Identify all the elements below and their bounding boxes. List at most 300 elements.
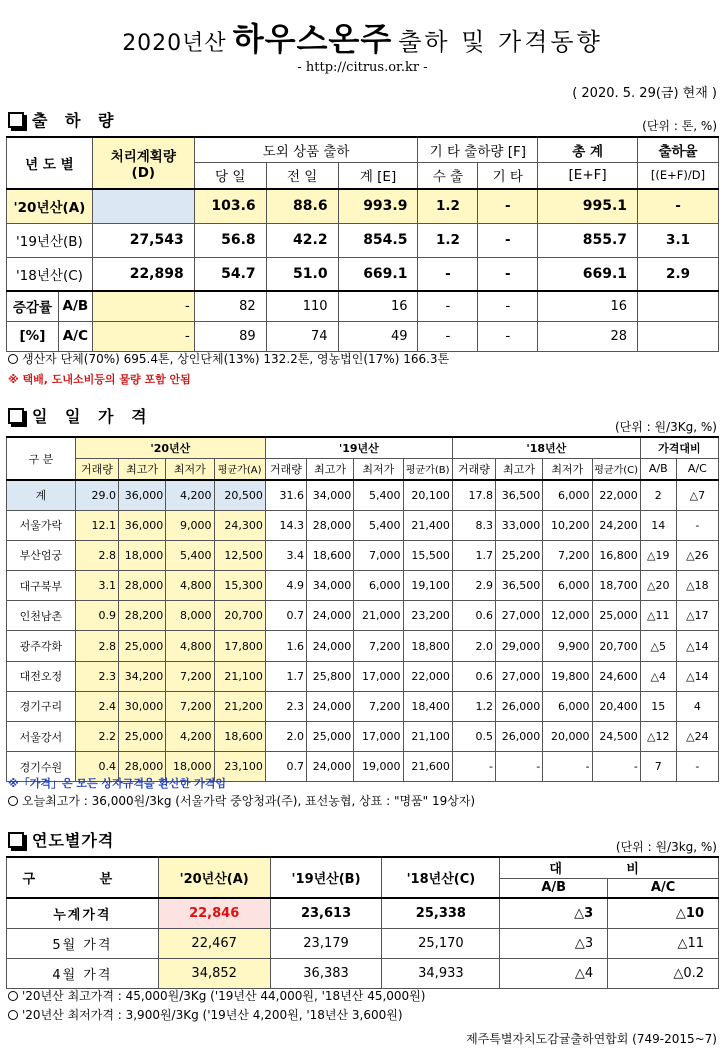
daily-row	[7, 691, 719, 721]
yearly-unit: (단위 : 원/3kg, %)	[615, 840, 717, 854]
price-cell: 22,000	[592, 480, 640, 510]
row-label: '18년산(C)	[7, 257, 93, 291]
price-cell: 20,500	[214, 480, 265, 510]
header-compare: 대 비	[500, 857, 719, 878]
price-cell: 34,000	[306, 571, 353, 601]
cell-a: 34,852	[158, 958, 270, 988]
min-price-note	[8, 1006, 403, 1023]
price-cell: 19,800	[543, 661, 592, 691]
price-cell: 12.1	[75, 510, 118, 540]
price-cell: 3.1	[75, 571, 118, 601]
price-cell: 31.6	[265, 480, 306, 510]
daily-row	[7, 661, 719, 691]
price-cell: 2.0	[265, 722, 306, 752]
cell-b: 23,179	[270, 928, 382, 958]
cell-sum: 16	[538, 291, 638, 321]
price-cell: 2.4	[75, 691, 118, 721]
page-header	[0, 14, 725, 75]
cell-etc: -	[478, 257, 538, 291]
price-cell: △24	[676, 722, 718, 752]
header-vol: 거래량	[452, 458, 495, 480]
yearly-section-title	[8, 828, 114, 851]
cell-etc: -	[478, 223, 538, 257]
shipment-warning: ※ 택배, 도내소비등의 물량 포함 안됨	[8, 373, 191, 386]
price-cell: 15	[640, 691, 676, 721]
price-cell: 18,600	[306, 540, 353, 570]
price-cell: 28,000	[118, 571, 165, 601]
circle-bullet-icon	[8, 991, 18, 1001]
cell-prev: 74	[266, 321, 338, 351]
price-cell: 18,700	[592, 571, 640, 601]
price-cell: 18,600	[214, 722, 265, 752]
price-cell: 14	[640, 510, 676, 540]
header-max: 최고가	[118, 458, 165, 480]
price-cell: 7	[640, 752, 676, 782]
price-cell: 27,000	[495, 601, 542, 631]
price-cell: △14	[676, 661, 718, 691]
price-cell: 36,500	[495, 480, 542, 510]
price-cell: 4.9	[265, 571, 306, 601]
price-cell: 7,200	[543, 540, 592, 570]
daily-title-text: 일 일 가 격	[32, 407, 153, 426]
price-cell: 7,200	[166, 661, 214, 691]
price-cell: 25,000	[118, 631, 165, 661]
price-cell: 1.7	[265, 661, 306, 691]
site-url[interactable]: - http://citrus.or.kr -	[297, 60, 428, 75]
price-cell: 0.7	[265, 752, 306, 782]
price-cell: 9,900	[543, 631, 592, 661]
header-domestic: 도외 상품 출하	[194, 137, 418, 162]
price-cell: 26,000	[495, 722, 542, 752]
price-cell: -	[676, 752, 718, 782]
cell-ab: △4	[500, 958, 608, 988]
price-cell: 34,000	[306, 480, 353, 510]
price-cell: 15,500	[403, 540, 452, 570]
header-max: 최고가	[306, 458, 353, 480]
price-cell: 21,400	[403, 510, 452, 540]
price-cell: 18,400	[403, 691, 452, 721]
header-max: 최고가	[495, 458, 542, 480]
cell-export: -	[418, 257, 478, 291]
price-cell: △19	[640, 540, 676, 570]
max-price-text: '20년산 최고가격 : 45,000원/3Kg ('19년산 44,000원, '18년산 45,000원)	[22, 989, 426, 1003]
daily-rows	[7, 480, 719, 782]
cell-export: -	[418, 291, 478, 321]
price-cell: △17	[676, 601, 718, 631]
market-name: 계	[7, 480, 76, 510]
header-ratio: 출하율	[638, 137, 719, 162]
header-ac: A/C	[608, 878, 719, 898]
market-name: 서울강서	[7, 722, 76, 752]
price-cell: 29,000	[495, 631, 542, 661]
price-cell: 14.3	[265, 510, 306, 540]
header-etc: 기 타	[478, 162, 538, 189]
header-year: 년 도 별	[7, 137, 93, 189]
price-cell: -	[543, 752, 592, 782]
shipment-unit: (단위 : 톤, %)	[642, 119, 717, 133]
price-cell: 16,800	[592, 540, 640, 570]
producer-note	[8, 350, 449, 367]
cell-total: 669.1	[338, 257, 418, 291]
row-name: 누계가격	[7, 898, 159, 928]
price-cell: 28,200	[118, 601, 165, 631]
price-cell: 0.5	[452, 722, 495, 752]
cell-plan: 27,543	[92, 223, 194, 257]
header-ac: A/C	[676, 458, 718, 480]
circle-bullet-icon	[8, 1010, 18, 1020]
header-gubun: 구 분	[7, 437, 76, 480]
price-cell: 17,800	[214, 631, 265, 661]
cell-export: -	[418, 321, 478, 351]
row-label: '19년산(B)	[7, 223, 93, 257]
header-ab: A/B	[640, 458, 676, 480]
header-y20: '20년산	[75, 437, 265, 458]
cell-ratio: 3.1	[638, 223, 719, 257]
cell-a: 22,467	[158, 928, 270, 958]
market-name: 경기구리	[7, 691, 76, 721]
cell-plan: -	[92, 321, 194, 351]
price-cell: 28,000	[306, 510, 353, 540]
daily-row	[7, 722, 719, 752]
price-cell: 24,200	[592, 510, 640, 540]
price-cell: -	[676, 510, 718, 540]
market-name: 인천남촌	[7, 601, 76, 631]
price-cell: 24,000	[306, 752, 353, 782]
market-name: 대구북부	[7, 571, 76, 601]
price-cell: 21,100	[214, 661, 265, 691]
daily-row	[7, 510, 719, 540]
price-cell: 5,400	[354, 480, 403, 510]
header-vol: 거래량	[265, 458, 306, 480]
market-name: 경기수원	[7, 752, 76, 782]
header-a: '20년산(A)	[158, 857, 270, 898]
cell-export: 1.2	[418, 189, 478, 223]
price-cell: 20,100	[403, 480, 452, 510]
daily-row	[7, 480, 719, 510]
price-cell: 10,200	[543, 510, 592, 540]
header-min: 최저가	[354, 458, 403, 480]
change-ab-label: A/B	[58, 291, 92, 321]
price-cell: 18,000	[118, 540, 165, 570]
cell-ratio: -	[638, 189, 719, 223]
price-cell: 7,200	[354, 691, 403, 721]
price-cell: 25,000	[592, 601, 640, 631]
price-cell: 4	[676, 691, 718, 721]
cell-prev: 51.0	[266, 257, 338, 291]
price-cell: 7,000	[354, 540, 403, 570]
cell-plan	[92, 189, 194, 223]
price-cell: 25,200	[495, 540, 542, 570]
price-cell: 17,000	[354, 661, 403, 691]
price-cell: 12,000	[543, 601, 592, 631]
header-min: 최저가	[166, 458, 214, 480]
change-ac-label: A/C	[58, 321, 92, 351]
cell-today: 103.6	[194, 189, 266, 223]
price-cell: 1.6	[265, 631, 306, 661]
daily-section-title	[8, 404, 153, 427]
header-other: 기 타 출하량 [F]	[418, 137, 538, 162]
footer-org: 제주특별자치도감귤출하연합회 (749-2015~7)	[466, 1032, 717, 1046]
price-cell: 36,000	[118, 480, 165, 510]
price-cell: 24,600	[592, 661, 640, 691]
today-max-text: 오늘최고가 : 36,000원/3kg (서울가락 중앙청과(주), 표선농협, 상표 : "명품" 19상자)	[22, 794, 476, 808]
price-cell: 20,700	[592, 631, 640, 661]
market-name: 서울가락	[7, 510, 76, 540]
daily-row	[7, 601, 719, 631]
price-cell: 24,000	[306, 601, 353, 631]
price-cell: 24,000	[306, 691, 353, 721]
price-cell: 4,800	[166, 571, 214, 601]
cell-today: 56.8	[194, 223, 266, 257]
price-cell: 26,000	[495, 691, 542, 721]
price-cell: 33,000	[495, 510, 542, 540]
price-cell: 2.2	[75, 722, 118, 752]
price-cell: 1.7	[452, 540, 495, 570]
price-cell: 17.8	[452, 480, 495, 510]
cell-today: 82	[194, 291, 266, 321]
cell-c: 25,338	[382, 898, 500, 928]
price-cell: 21,000	[354, 601, 403, 631]
circle-bullet-icon	[8, 354, 18, 364]
cell-etc: -	[478, 321, 538, 351]
price-cell: 25,800	[306, 661, 353, 691]
header-avg-a: 평균가(A)	[214, 458, 265, 480]
cell-total: 993.9	[338, 189, 418, 223]
cell-a: 22,846	[158, 898, 270, 928]
cell-etc: -	[478, 291, 538, 321]
cell-etc: -	[478, 189, 538, 223]
cell-plan: -	[92, 291, 194, 321]
price-cell: 7,200	[166, 691, 214, 721]
cell-c: 34,933	[382, 958, 500, 988]
row-name: 4월 가격	[7, 958, 159, 988]
header-vol: 거래량	[75, 458, 118, 480]
price-cell: △26	[676, 540, 718, 570]
price-cell: 12,500	[214, 540, 265, 570]
price-cell: 24,500	[592, 722, 640, 752]
header-sum: 총 계	[538, 137, 638, 162]
price-cell: △4	[640, 661, 676, 691]
cell-ab: △3	[500, 928, 608, 958]
header-avg-b: 평균가(B)	[403, 458, 452, 480]
price-cell: 1.2	[452, 691, 495, 721]
checkbox-square-icon	[8, 112, 24, 128]
cell-sum: 669.1	[538, 257, 638, 291]
cell-sum: 995.1	[538, 189, 638, 223]
price-cell: 9,000	[166, 510, 214, 540]
header-plan-code: (D)	[131, 165, 156, 181]
header-ratio-code: [(E+F)/D]	[638, 162, 719, 189]
price-cell: 20,400	[592, 691, 640, 721]
price-cell: △5	[640, 631, 676, 661]
cell-prev: 42.2	[266, 223, 338, 257]
header-b: '19년산(B)	[270, 857, 382, 898]
price-cell: -	[452, 752, 495, 782]
cell-ratio	[638, 291, 719, 321]
daily-row	[7, 540, 719, 570]
cell-today: 54.7	[194, 257, 266, 291]
min-price-text: '20년산 최저가격 : 3,900원/3Kg ('19년산 4,200원, '18년산 3,600원)	[22, 1008, 403, 1022]
price-cell: 18,800	[403, 631, 452, 661]
price-cell: △18	[676, 571, 718, 601]
cell-ratio	[638, 321, 719, 351]
shipment-table	[6, 136, 719, 352]
header-y18: '18년산	[452, 437, 640, 458]
cell-b: 23,613	[270, 898, 382, 928]
price-cell: 19,000	[354, 752, 403, 782]
price-cell: 28,000	[118, 752, 165, 782]
price-cell: 36,000	[118, 510, 165, 540]
shipment-title-text: 출 하 량	[32, 111, 120, 130]
price-cell: 8,000	[166, 601, 214, 631]
price-note: ※「가격」은 모든 상자규격을 환산한 가격임	[8, 777, 227, 790]
price-cell: 6,000	[543, 691, 592, 721]
cell-ratio: 2.9	[638, 257, 719, 291]
market-name: 대전오정	[7, 661, 76, 691]
cell-export: 1.2	[418, 223, 478, 257]
price-cell: 7,200	[354, 631, 403, 661]
cell-total: 16	[338, 291, 418, 321]
price-cell: 8.3	[452, 510, 495, 540]
header-plan-label: 처리계획량	[110, 149, 176, 165]
daily-price-table	[6, 436, 719, 782]
header-total: 계 [E]	[338, 162, 418, 189]
price-cell: 0.4	[75, 752, 118, 782]
title-rest: 출하 및 가격동향	[398, 28, 603, 56]
price-cell: 4,200	[166, 480, 214, 510]
price-cell: 21,100	[403, 722, 452, 752]
price-cell: 34,200	[118, 661, 165, 691]
header-sum-code: [E+F]	[538, 162, 638, 189]
price-cell: 29.0	[75, 480, 118, 510]
cell-prev: 110	[266, 291, 338, 321]
price-cell: 15,300	[214, 571, 265, 601]
header-compare: 가격대비	[640, 437, 718, 458]
header-export: 수 출	[418, 162, 478, 189]
price-cell: 3.4	[265, 540, 306, 570]
price-cell: 21,600	[403, 752, 452, 782]
price-cell: 0.6	[452, 661, 495, 691]
cell-sum: 28	[538, 321, 638, 351]
price-cell: 27,000	[495, 661, 542, 691]
cell-b: 36,383	[270, 958, 382, 988]
cell-sum: 855.7	[538, 223, 638, 257]
cell-today: 89	[194, 321, 266, 351]
price-cell: 2.0	[452, 631, 495, 661]
header-today: 당 일	[194, 162, 266, 189]
market-name: 광주각화	[7, 631, 76, 661]
price-cell: 0.7	[265, 601, 306, 631]
header-prev: 전 일	[266, 162, 338, 189]
price-cell: -	[592, 752, 640, 782]
cell-ac: △0.2	[608, 958, 719, 988]
price-cell: 6,000	[543, 480, 592, 510]
price-cell: 6,000	[543, 571, 592, 601]
price-cell: 4,800	[166, 631, 214, 661]
price-cell: 2.3	[265, 691, 306, 721]
max-price-note	[8, 987, 425, 1004]
title-year: 2020년산	[122, 31, 227, 56]
today-max-note	[8, 792, 475, 809]
checkbox-square-icon	[8, 832, 24, 848]
change-label: 증감률	[7, 291, 59, 321]
price-cell: 24,300	[214, 510, 265, 540]
daily-unit: (단위 : 원/3Kg, %)	[614, 420, 717, 434]
market-name: 부산엄궁	[7, 540, 76, 570]
producer-note-text: 생산자 단체(70%) 695.4톤, 상인단체(13%) 132.2톤, 영농법인(17%) 166.3톤	[22, 352, 450, 366]
price-cell: 20,700	[214, 601, 265, 631]
price-cell: 2.9	[452, 571, 495, 601]
cell-ab: △3	[500, 898, 608, 928]
price-cell: △14	[676, 631, 718, 661]
price-cell: △12	[640, 722, 676, 752]
circle-bullet-icon	[8, 796, 18, 806]
header-y19: '19년산	[265, 437, 452, 458]
price-cell: 20,000	[543, 722, 592, 752]
price-cell: 24,000	[306, 631, 353, 661]
cell-ac: △10	[608, 898, 719, 928]
cell-ac: △11	[608, 928, 719, 958]
row-label: '20년산(A)	[7, 189, 93, 223]
row-name: 5월 가격	[7, 928, 159, 958]
yearly-price-table	[6, 856, 719, 989]
cell-plan: 22,898	[92, 257, 194, 291]
header-avg-c: 평균가(C)	[592, 458, 640, 480]
price-cell: △20	[640, 571, 676, 601]
price-cell: 5,400	[354, 510, 403, 540]
price-cell: 2.3	[75, 661, 118, 691]
change-pct-label: [%]	[7, 321, 59, 351]
daily-row	[7, 571, 719, 601]
price-cell: 2	[640, 480, 676, 510]
cell-total: 854.5	[338, 223, 418, 257]
price-cell: 25,000	[306, 722, 353, 752]
checkbox-square-icon	[8, 408, 24, 424]
yearly-title-text: 연도별가격	[32, 831, 115, 850]
price-cell: 2.8	[75, 631, 118, 661]
price-cell: 6,000	[354, 571, 403, 601]
report-date: ( 2020. 5. 29(금) 현재 )	[572, 86, 717, 101]
daily-row	[7, 631, 719, 661]
price-cell: 18,000	[166, 752, 214, 782]
price-cell: 36,500	[495, 571, 542, 601]
price-cell: 25,000	[118, 722, 165, 752]
title-product: 하우스온주	[232, 20, 393, 58]
header-c: '18년산(C)	[382, 857, 500, 898]
header-ab: A/B	[500, 878, 608, 898]
price-cell: 23,100	[214, 752, 265, 782]
header-plan	[92, 137, 194, 189]
cell-c: 25,170	[382, 928, 500, 958]
page-title	[122, 14, 603, 60]
price-cell: 0.9	[75, 601, 118, 631]
price-cell: △7	[676, 480, 718, 510]
price-cell: 0.6	[452, 601, 495, 631]
price-cell: 2.8	[75, 540, 118, 570]
price-cell: 22,000	[403, 661, 452, 691]
cell-total: 49	[338, 321, 418, 351]
cell-prev: 88.6	[266, 189, 338, 223]
shipment-section-title	[8, 108, 120, 131]
price-cell: △11	[640, 601, 676, 631]
price-cell: 23,200	[403, 601, 452, 631]
price-cell: 21,200	[214, 691, 265, 721]
price-cell: 4,200	[166, 722, 214, 752]
header-gubun: 구 분	[7, 857, 159, 898]
price-cell: 30,000	[118, 691, 165, 721]
header-min: 최저가	[543, 458, 592, 480]
price-cell: -	[495, 752, 542, 782]
